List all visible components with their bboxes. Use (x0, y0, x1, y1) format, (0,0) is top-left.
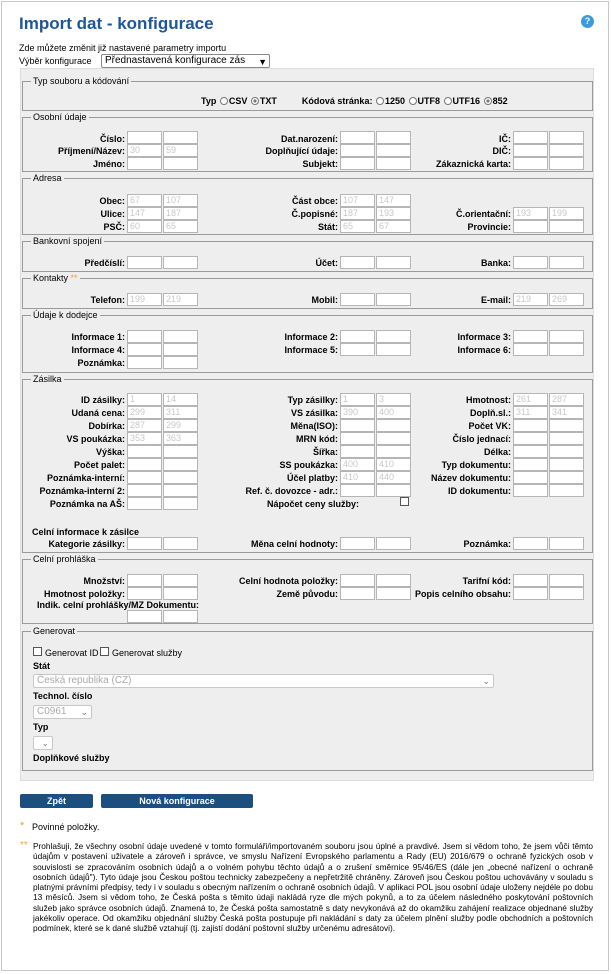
section-legend: Osobní údaje (33, 112, 87, 122)
input-dobirka-2[interactable]: 299 (163, 419, 198, 432)
customs-info-heading: Celní informace k zásilce (32, 527, 140, 537)
section-legend: Údaje k dodejce (33, 310, 98, 320)
checkbox-generovat-sluzby[interactable] (100, 647, 109, 656)
legal-stars (20, 840, 28, 851)
select-stat-value: Česká republika (CZ) (37, 675, 132, 686)
label-pocetpalet: Počet palet: (73, 460, 125, 470)
label-zakkarta: Zákaznická karta: (435, 159, 511, 169)
input-celhod-1[interactable] (340, 574, 375, 587)
input-udanacena-1[interactable]: 299 (127, 406, 162, 419)
radio-utf16-label: UTF16 (452, 96, 481, 106)
input-menacelni-2[interactable] (376, 537, 411, 550)
section-legend: Zásilka (33, 374, 62, 384)
radio-utf8-label: UTF8 (417, 96, 441, 106)
input-tarif-2[interactable] (549, 574, 584, 587)
config-select-label: Výběr konfigurace (19, 56, 92, 66)
label-mena: Měna(ISO): (290, 421, 338, 431)
input-doplnujici-1[interactable] (340, 144, 375, 157)
section-legend: Bankovní spojení (33, 236, 103, 246)
intro-text: Zde můžete změnit již nastavené parametry importu (19, 43, 227, 53)
input-predcisli-1[interactable] (127, 256, 162, 269)
input-inf5-2[interactable] (376, 343, 411, 356)
label-cislo: Číslo: (99, 134, 125, 144)
label-generovat-id: Generovat ID (45, 648, 99, 658)
input-nazevdok-2[interactable] (549, 471, 584, 484)
label-zas-poznamka: Poznámka: (463, 539, 511, 549)
label-sirka: Šířka: (312, 447, 338, 457)
input-cislo-1[interactable] (127, 131, 162, 144)
label-celhod: Celní hodnota položky: (239, 576, 338, 586)
input-banka-2[interactable] (549, 256, 584, 269)
input-menacelni-1[interactable] (340, 537, 375, 550)
input-inf5-1[interactable] (340, 343, 375, 356)
input-iddok-2[interactable] (549, 484, 584, 497)
input-sirka-1[interactable] (340, 445, 375, 458)
input-pocetvk-2[interactable] (549, 419, 584, 432)
input-mrn-1[interactable] (340, 432, 375, 445)
input-mnozstvi-1[interactable] (127, 574, 162, 587)
input-ucet-1[interactable] (340, 256, 375, 269)
input-ucet-2[interactable] (376, 256, 411, 269)
back-button[interactable]: Zpět (20, 794, 93, 808)
label-pozint2: Poznámka-interní 2: (39, 486, 125, 496)
input-dobirka-1[interactable]: 287 (127, 419, 162, 432)
label-pozint: Poznámka-interní: (46, 473, 125, 483)
label-poznamka: Poznámka: (77, 358, 125, 368)
label-napocet: Nápočet ceny služby: (266, 499, 359, 509)
input-typzasilky-1[interactable]: 1 (340, 393, 375, 406)
input-provincie-1[interactable] (513, 220, 548, 233)
input-obec-1[interactable]: 67 (127, 194, 162, 207)
label-cjed: Číslo jednací: (452, 434, 511, 444)
input-stat-2[interactable]: 67 (376, 220, 411, 233)
label-delka: Délka: (483, 447, 511, 457)
input-predcisli-2[interactable] (163, 256, 198, 269)
label-inf5: Informace 5: (284, 345, 338, 355)
config-select-value: Přednastavená konfigurace zás (105, 55, 246, 66)
label-typ-select: Typ (33, 722, 49, 732)
config-select[interactable] (101, 54, 270, 68)
label-pozas: Poznámka na AŠ: (49, 499, 125, 509)
label-inf3: Informace 3: (457, 332, 511, 342)
label-dic: DIČ: (492, 146, 511, 156)
label-dobirka: Dobírka: (88, 421, 125, 431)
input-pozint2-2[interactable] (163, 484, 198, 497)
label-inf2: Informace 2: (284, 332, 338, 342)
label-zemepuv: Země původu: (276, 589, 338, 599)
codepage-label: Kódová stránka: (301, 96, 373, 106)
section-legend: Adresa (33, 173, 62, 183)
label-hmotpol: Hmotnost položky: (44, 589, 125, 599)
input-idzasilky-2[interactable]: 14 (163, 393, 198, 406)
label-idzasilky: ID zásilky: (80, 395, 125, 405)
input-poznamka-2[interactable] (163, 356, 198, 369)
input-vspoukazka-1[interactable]: 353 (127, 432, 162, 445)
input-hmotpol-1[interactable] (127, 587, 162, 600)
input-inf2-2[interactable] (376, 330, 411, 343)
label-doplsl: Doplň.sl.: (470, 408, 511, 418)
input-popis-2[interactable] (549, 587, 584, 600)
label-iddok: ID dokumentu: (448, 486, 511, 496)
input-zas-poznamka-2[interactable] (549, 537, 584, 550)
star-icon: ** (20, 840, 28, 851)
input-inf2-1[interactable] (340, 330, 375, 343)
input-cpopisne-1[interactable]: 187 (340, 207, 375, 220)
label-udanacena: Udaná cena: (71, 408, 125, 418)
input-refc-2[interactable] (376, 484, 411, 497)
input-udanacena-2[interactable]: 311 (163, 406, 198, 419)
input-stat-1[interactable]: 65 (340, 220, 375, 233)
input-typdok-1[interactable] (513, 458, 548, 471)
input-jmeno-1[interactable] (127, 157, 162, 170)
input-pocetpalet-2[interactable] (163, 458, 198, 471)
input-doplsl-1[interactable]: 311 (513, 406, 548, 419)
input-delka-1[interactable] (513, 445, 548, 458)
section-legend: Generovat (33, 626, 76, 636)
file-type-row (201, 96, 508, 106)
input-vszasilka-1[interactable]: 390 (340, 406, 375, 419)
input-refc-1[interactable] (340, 484, 375, 497)
label-stat-select: Stát (33, 661, 51, 671)
input-ucelplatby-2[interactable]: 440 (376, 471, 411, 484)
input-sspoukazka-2[interactable]: 410 (376, 458, 411, 471)
label-doplnujici: Doplňující údaje: (265, 146, 338, 156)
input-cjed-1[interactable] (513, 432, 548, 445)
input-inf1-2[interactable] (163, 330, 198, 343)
radio-852-label: 852 (492, 96, 508, 106)
input-vspoukazka-2[interactable]: 363 (163, 432, 198, 445)
input-typdok-2[interactable] (549, 458, 584, 471)
label-typdok: Typ dokumentu: (441, 460, 511, 470)
label-generovat-sluzby: Generovat služby (112, 648, 183, 658)
input-inf3-1[interactable] (513, 330, 548, 343)
legal-text: Prohlašuji, že všechny osobní údaje uvedené v tomto formuláři/importovaném souboru jsou úplné a pravdivé. Jsem si vědom toho, že jsem vůči těmto údajům v postavení uživatele a zároveň i správce, ve smyslu Nařízení Evropského parlamentu a Rady (EU) 2016/679 o ochraně fyzických osob v souvislosti se zpracováním osobních údajů a o volném pohybu těchto údajů a o zrušení směrnice 95/46/ES (dále jen „obecné nařízení o ochraně osobních údajů"). Tyto údaje jsou Českou poštou technicky zabezpečeny a nepřetržitě chráněny. Zároveň jsou Českou poštou uchovávány v souladu s platnými právními předpisy, tedy i v souladu s obecným nařízením o ochraně osobních údajů. V aplikaci POL jsou osobní údaje uloženy nejdéle po dobu 13 měsíců. Jsem si vědom toho, že Česká pošta s těmito údaji nakládá ryze dle mých pokynů, a to za účelem následného poskytování poštovních služeb jako správce osobních údajů. Znamená to, že Česká pošta samostatně s daty nevykonává až do okamžiku zahájení realizace objednané služby jakékoliv operace. Od okamžiku objednání služby Česká pošta postupuje při nakládání s daty za účelem plnění služby podle obchodních a poštovních podmínek, které se k dané službě vztahují (tj. zajistí dodání poštovní služby určenému adresátovi). (33, 841, 593, 934)
section-legend-text: Kontakty (33, 273, 69, 283)
label-vspoukazka: VS poukázka: (66, 434, 125, 444)
label-prijmeni: Příjmení/Název: (57, 146, 125, 156)
input-zas-poznamka-1[interactable] (513, 537, 548, 550)
input-inf6-1[interactable] (513, 343, 548, 356)
input-pozint-2[interactable] (163, 471, 198, 484)
required-star (20, 820, 24, 832)
input-hmotpol-2[interactable] (163, 587, 198, 600)
select-techcislo-value: C0961 (37, 706, 67, 717)
new-config-button[interactable]: Nová konfigurace (101, 794, 253, 808)
input-delka-2[interactable] (549, 445, 584, 458)
label-katzasilky: Kategorie zásilky: (48, 539, 125, 549)
input-ic-1[interactable] (513, 131, 548, 144)
radio-csv-label: CSV (228, 96, 248, 106)
chevron-down-icon: ⌄ (41, 738, 49, 748)
label-email: E-mail: (480, 295, 511, 305)
input-inf3-2[interactable] (549, 330, 584, 343)
label-ucet: Účet: (315, 258, 338, 268)
input-idzasilky-1[interactable]: 1 (127, 393, 162, 406)
input-telefon-2[interactable]: 219 (163, 293, 198, 306)
label-pocetvk: Počet VK: (468, 421, 511, 431)
radio-txt-label: TXT (259, 96, 277, 106)
label-hmotnost: Hmotnost: (466, 395, 511, 405)
input-mrn-2[interactable] (376, 432, 411, 445)
input-hmotnost-1[interactable]: 261 (513, 393, 548, 406)
input-pozint2-1[interactable] (127, 484, 162, 497)
input-prijmeni-2[interactable]: 59 (163, 144, 198, 157)
section-legend (31, 273, 80, 283)
select-typ[interactable] (33, 736, 53, 750)
radio-1250[interactable] (376, 97, 384, 105)
radio-utf8[interactable] (409, 97, 417, 105)
label-tarif: Tarifní kód: (462, 576, 511, 586)
label-obec: Obec: (99, 196, 125, 206)
input-subjekt-1[interactable] (340, 157, 375, 170)
label-mrn: MRN kód: (296, 434, 338, 444)
chevron-down-icon: ▼ (258, 57, 267, 67)
label-vyska: Výška: (95, 447, 125, 457)
required-stars: ** (70, 273, 78, 283)
input-obec-2[interactable]: 107 (163, 194, 198, 207)
label-datnar: Dat.narození: (280, 134, 338, 144)
label-popis: Popis celního obsahu: (414, 589, 511, 599)
label-predcisli: Předčíslí: (84, 258, 125, 268)
label-ucelplatby: Účel platby: (286, 473, 338, 483)
input-subjekt-2[interactable] (376, 157, 411, 170)
radio-txt[interactable] (251, 97, 259, 105)
input-mobil-1[interactable] (340, 293, 375, 306)
input-cpopisne-2[interactable]: 193 (376, 207, 411, 220)
section-legend: Typ souboru a kódování (33, 76, 130, 86)
label-nazevdok: Název dokumentu: (430, 473, 511, 483)
input-ulice-1[interactable]: 147 (127, 207, 162, 220)
input-sirka-2[interactable] (376, 445, 411, 458)
input-email-1[interactable]: 219 (513, 293, 548, 306)
label-jmeno: Jméno: (92, 159, 125, 169)
input-inf4-2[interactable] (163, 343, 198, 356)
input-katzasilky-2[interactable] (163, 537, 198, 550)
input-corient-2[interactable]: 199 (549, 207, 584, 220)
input-typzasilky-2[interactable]: 3 (376, 393, 411, 406)
input-indik-2[interactable] (163, 610, 198, 623)
input-inf1-1[interactable] (127, 330, 162, 343)
checkbox-napocet[interactable] (400, 497, 409, 506)
label-vszasilka: VS zásilka: (290, 408, 338, 418)
input-castobce-2[interactable]: 147 (376, 194, 411, 207)
label-subjekt: Subjekt: (302, 159, 338, 169)
input-pozint-1[interactable] (127, 471, 162, 484)
label-cpopisne: Č.popisné: (291, 209, 338, 219)
input-psc-2[interactable]: 65 (163, 220, 198, 233)
input-dic-2[interactable] (549, 144, 584, 157)
star-icon: * (20, 820, 25, 832)
label-corient: Č.orientační: (455, 209, 511, 219)
input-zakkarta-2[interactable] (549, 157, 584, 170)
label-telefon: Telefon: (90, 295, 125, 305)
input-ulice-2[interactable]: 187 (163, 207, 198, 220)
input-cislo-2[interactable] (163, 131, 198, 144)
input-katzasilky-1[interactable] (127, 537, 162, 550)
input-datnar-2[interactable] (376, 131, 411, 144)
input-doplsl-2[interactable]: 341 (549, 406, 584, 419)
input-mena-2[interactable] (376, 419, 411, 432)
label-stat: Stát: (318, 222, 338, 232)
input-indik-1[interactable] (127, 610, 162, 623)
input-mobil-2[interactable] (376, 293, 411, 306)
input-ucelplatby-1[interactable]: 410 (340, 471, 375, 484)
input-doplnujici-2[interactable] (376, 144, 411, 157)
input-tarif-1[interactable] (513, 574, 548, 587)
help-icon[interactable]: ? (581, 15, 594, 28)
required-note: Povinné položky. (32, 822, 100, 832)
input-pocetvk-1[interactable] (513, 419, 548, 432)
label-indik: Indik. celní prohlášky/MZ Dokumentu: (36, 600, 199, 610)
input-celhod-2[interactable] (376, 574, 411, 587)
label-castobce: Část obce: (291, 196, 338, 206)
input-telefon-1[interactable]: 199 (127, 293, 162, 306)
input-pozas-2[interactable] (163, 497, 198, 510)
label-ic: IČ: (499, 134, 511, 144)
checkbox-generovat-id[interactable] (33, 647, 42, 656)
radio-utf16[interactable] (444, 97, 452, 105)
input-psc-1[interactable]: 60 (127, 220, 162, 233)
label-doplnkove-sluzby: Doplňkové služby (33, 753, 110, 763)
input-inf4-1[interactable] (127, 343, 162, 356)
label-inf1: Informace 1: (71, 332, 125, 342)
input-hmotnost-2[interactable]: 287 (549, 393, 584, 406)
label-typzasilky: Typ zásilky: (287, 395, 338, 405)
label-sspoukazka: SS poukázka: (279, 460, 338, 470)
radio-852[interactable] (484, 97, 492, 105)
input-sspoukazka-1[interactable]: 400 (340, 458, 375, 471)
select-stat[interactable] (33, 674, 494, 688)
input-pocetpalet-1[interactable] (127, 458, 162, 471)
radio-1250-label: 1250 (384, 96, 405, 106)
label-inf6: Informace 6: (457, 345, 511, 355)
radio-csv[interactable] (220, 97, 228, 105)
section-legend: Celní prohláška (33, 554, 96, 564)
label-inf4: Informace 4: (71, 345, 125, 355)
input-corient-1[interactable]: 193 (513, 207, 548, 220)
label-banka: Banka: (480, 258, 511, 268)
label-mobil: Mobil: (311, 295, 338, 305)
label-refc: Ref. č. dovozce - adr.: (245, 486, 338, 496)
file-type-label: Typ (201, 96, 217, 106)
input-datnar-1[interactable] (340, 131, 375, 144)
label-mnozstvi: Množství: (83, 576, 125, 586)
label-techcislo: Technol. číslo (33, 691, 93, 701)
input-mnozstvi-2[interactable] (163, 574, 198, 587)
input-zemepuv-2[interactable] (376, 587, 411, 600)
input-zakkarta-1[interactable] (513, 157, 548, 170)
input-nazevdok-1[interactable] (513, 471, 548, 484)
input-vszasilka-2[interactable]: 400 (376, 406, 411, 419)
chevron-down-icon: ⌄ (482, 676, 490, 686)
input-prijmeni-1[interactable]: 30 (127, 144, 162, 157)
label-ulice: Ulice: (100, 209, 125, 219)
chevron-down-icon: ⌄ (80, 707, 88, 717)
input-banka-1[interactable] (513, 256, 548, 269)
input-castobce-1[interactable]: 107 (340, 194, 375, 207)
input-inf6-2[interactable] (549, 343, 584, 356)
input-cjed-2[interactable] (549, 432, 584, 445)
input-provincie-2[interactable] (549, 220, 584, 233)
input-poznamka-1[interactable] (127, 356, 162, 369)
input-email-2[interactable]: 269 (549, 293, 584, 306)
label-psc: PSČ: (103, 222, 125, 232)
input-jmeno-2[interactable] (163, 157, 198, 170)
input-iddok-1[interactable] (513, 484, 548, 497)
input-vyska-2[interactable] (163, 445, 198, 458)
input-popis-1[interactable] (513, 587, 548, 600)
input-ic-2[interactable] (549, 131, 584, 144)
input-dic-1[interactable] (513, 144, 548, 157)
input-mena-1[interactable] (340, 419, 375, 432)
input-zemepuv-1[interactable] (340, 587, 375, 600)
page-title: Import dat - konfigurace (19, 14, 214, 33)
label-menacelni: Měna celní hodnoty: (250, 539, 338, 549)
input-pozas-1[interactable] (127, 497, 162, 510)
select-techcislo[interactable] (33, 705, 92, 719)
input-vyska-1[interactable] (127, 445, 162, 458)
label-provincie: Provincie: (467, 222, 511, 232)
